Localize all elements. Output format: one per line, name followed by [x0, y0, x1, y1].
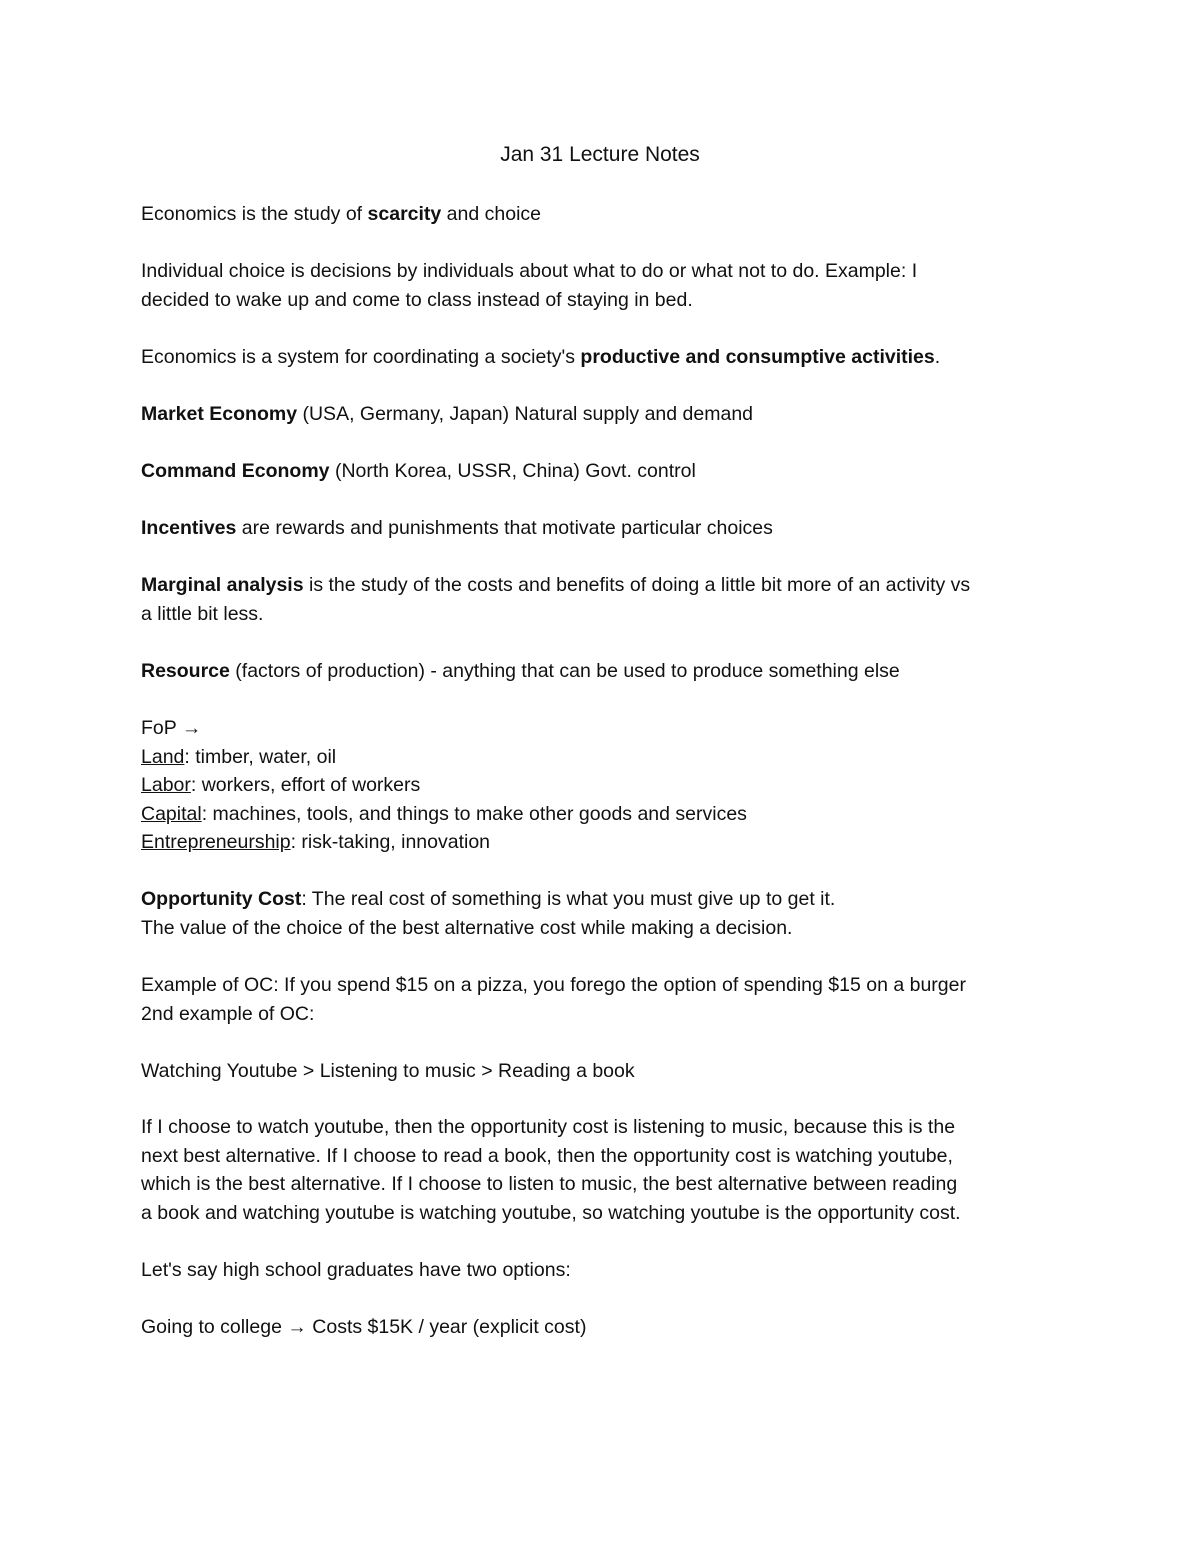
fop-item-entrepreneurship: Entrepreneurship: risk-taking, innovation	[141, 831, 491, 854]
fop-item-land: Land: timber, water, oil	[141, 745, 337, 768]
paragraph-preference-ranking: Watching Youtube > Listening to music > Reading a book	[141, 1060, 635, 1082]
paragraph-opportunity-cost: Opportunity Cost: The real cost of something is what you must give up to get it. The value of the choice of the best alternative cost while making a decision.	[141, 888, 836, 939]
page-title: Jan 31 Lecture Notes	[500, 143, 700, 166]
fop-item-capital: Capital: machines, tools, and things to make other goods and services	[141, 802, 747, 825]
paragraph-graduate-options: Let's say high school graduates have two options:	[141, 1259, 571, 1281]
paragraph-command-economy: Command Economy (North Korea, USSR, China) Govt. control	[141, 460, 696, 482]
term-scarcity: scarcity	[367, 203, 442, 225]
fop-item-labor: Labor: workers, effort of workers	[141, 774, 421, 797]
paragraph-resource: Resource (factors of production) - anything that can be used to produce something else	[141, 660, 900, 682]
paragraph-incentives: Incentives are rewards and punishments that motivate particular choices	[141, 517, 773, 539]
paragraph-college-cost: Going to college → Costs $15K / year (explicit cost)	[141, 1316, 587, 1338]
paragraph-oc-example: Example of OC: If you spend $15 on a pizza, you forego the option of spending $15 on a burger 2nd example of OC:	[141, 974, 966, 1025]
paragraph-oc-explanation: If I choose to watch youtube, then the opportunity cost is listening to music, because this is the next best alternative. If I choose to read a book, then the opportunity cost is watching youtube, which is the best alternative. If I choose to listen to music, the best alternative between reading a book and watching youtube is watching youtube, so watching youtube is the opportunity cost.	[141, 1116, 961, 1224]
paragraph-marginal-analysis: Marginal analysis is the study of the costs and benefits of doing a little bit more of an activity vs a little bit less.	[141, 574, 971, 625]
paragraph-economic-system: Economics is a system for coordinating a society's productive and consumptive activities.	[141, 346, 941, 368]
term-market-economy: Market Economy	[141, 403, 298, 425]
paragraph-market-economy: Market Economy (USA, Germany, Japan) Natural supply and demand	[141, 403, 754, 425]
term-command-economy: Command Economy	[141, 460, 330, 482]
fop-heading: FoP →	[141, 717, 202, 739]
term-productive-activities: productive and consumptive activities	[580, 346, 935, 368]
paragraph-economics-definition: Economics is the study of scarcity and choice	[141, 203, 542, 225]
term-opportunity-cost: Opportunity Cost	[141, 888, 302, 910]
term-marginal-analysis: Marginal analysis	[141, 574, 304, 596]
paragraph-individual-choice: Individual choice is decisions by individuals about what to do or what not to do. Example: I decided to wake up and come to class instead of staying in bed.	[141, 260, 918, 311]
term-incentives: Incentives	[141, 517, 237, 539]
term-resource: Resource	[141, 660, 230, 682]
factors-of-production-list	[141, 714, 1081, 857]
